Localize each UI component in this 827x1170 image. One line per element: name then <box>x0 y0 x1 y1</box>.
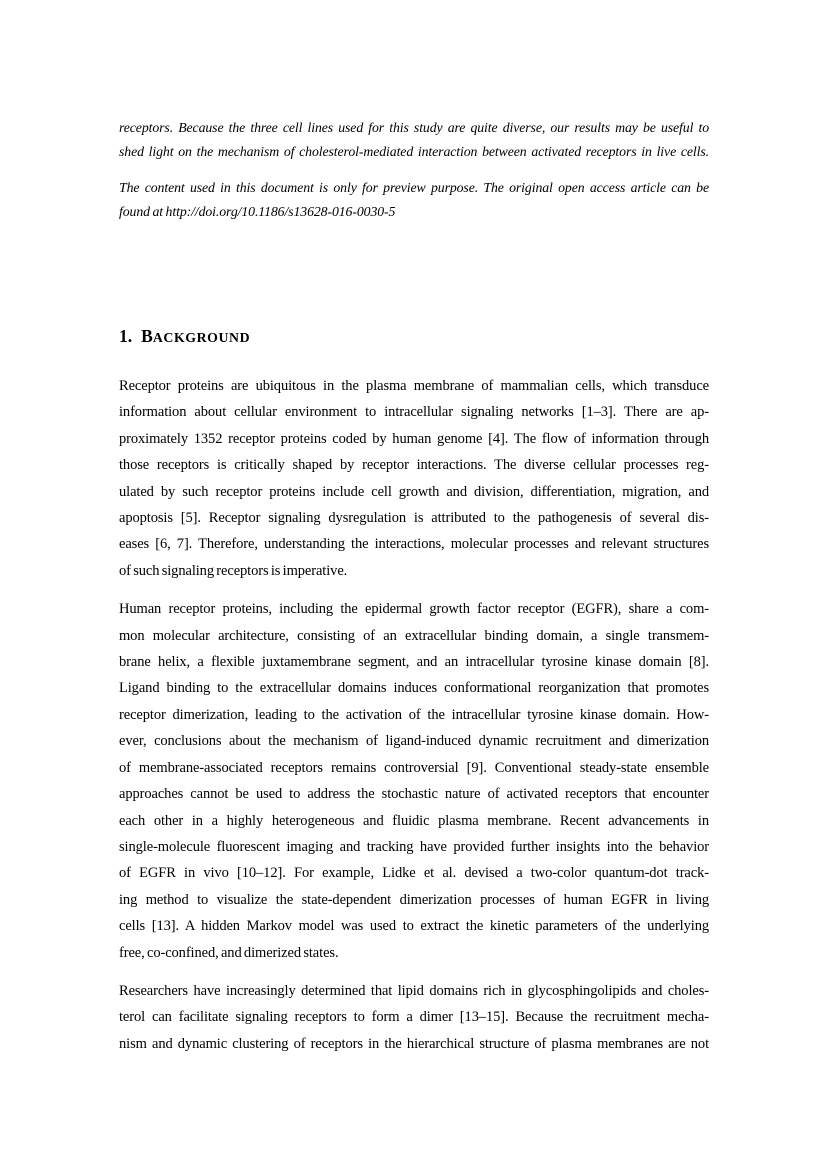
text-line: single-molecule fluorescent imaging and tracking have provided further insights into the behavior <box>119 838 709 855</box>
text-line: brane helix, a flexible juxtamembrane segment, and an intracellular tyrosine kinase domain [8]. <box>119 654 709 671</box>
doi-line: found at http://doi.org/10.1186/s13628-016-0030-5 <box>119 204 396 219</box>
background-paragraph-1 <box>119 373 709 584</box>
preview-notice-paragraph <box>119 176 709 224</box>
text-line: of such signaling receptors is imperative. <box>119 562 348 579</box>
text-line: mon molecular architecture, consisting of an extracellular binding domain, a single transmem- <box>119 627 709 644</box>
background-paragraph-3 <box>119 978 709 1057</box>
page-content <box>119 0 709 1057</box>
text-line: of EGFR in vivo [10–12]. For example, Lidke et al. devised a two-color quantum-dot track- <box>119 865 709 882</box>
text-line: Ligand binding to the extracellular domains induces conformational reorganization that promotes <box>119 680 709 697</box>
section-title-initial: B <box>141 326 153 346</box>
section-title-smallcaps: ACKGROUND <box>152 330 251 345</box>
text-line: receptors. Because the three cell lines used for this study are quite diverse, our results may be useful to <box>119 120 709 135</box>
background-paragraph-2 <box>119 596 709 966</box>
section-number: 1. <box>119 326 133 346</box>
text-line: ulated by such receptor proteins include cell growth and division, differentiation, migration, and <box>119 483 709 500</box>
text-line: nism and dynamic clustering of receptors in the hierarchical structure of plasma membranes are not <box>119 1035 709 1052</box>
text-line: those receptors is critically shaped by receptor interactions. The diverse cellular processes reg- <box>119 457 709 474</box>
text-line: Receptor proteins are ubiquitous in the plasma membrane of mammalian cells, which transduce <box>119 378 709 394</box>
text-line: information about cellular environment to intracellular signaling networks [1–3]. There are ap- <box>119 404 709 421</box>
text-line: apoptosis [5]. Receptor signaling dysregulation is attributed to the pathogenesis of several dis- <box>119 510 709 527</box>
text-line: The content used in this document is only for preview purpose. The original open access article can be <box>119 180 709 195</box>
text-line: receptor dimerization, leading to the activation of the intracellular tyrosine kinase domain. How- <box>119 706 709 723</box>
text-line: cells [13]. A hidden Markov model was used to extract the kinetic parameters of the underlying <box>119 918 709 935</box>
text-line: proximately 1352 receptor proteins coded by human genome [4]. The flow of information through <box>119 430 709 447</box>
text-line: Human receptor proteins, including the epidermal growth factor receptor (EGFR), share a com- <box>119 601 709 618</box>
preface-italic-paragraph <box>119 116 709 164</box>
text-line: approaches cannot be used to address the stochastic nature of activated receptors that encounter <box>119 786 709 803</box>
text-line: ing method to visualize the state-dependent dimerization processes of human EGFR in living <box>119 891 709 908</box>
text-line: terol can facilitate signaling receptors to form a dimer [13–15]. Because the recruitment mecha- <box>119 1009 709 1026</box>
text-line: Researchers have increasingly determined that lipid domains rich in glycosphingolipids and choles- <box>119 982 709 999</box>
text-line: shed light on the mechanism of cholesterol-mediated interaction between activated receptors in live cells. <box>119 144 709 159</box>
text-line: eases [6, 7]. Therefore, understanding the interactions, molecular processes and relevant structures <box>119 536 709 553</box>
text-line: of membrane-associated receptors remains controversial [9]. Conventional steady-state ensemble <box>119 759 709 776</box>
text-line: ever, conclusions about the mechanism of ligand-induced dynamic recruitment and dimerization <box>119 733 709 750</box>
text-line: each other in a highly heterogeneous and fluidic plasma membrane. Recent advancements in <box>119 812 709 829</box>
text-line: free, co-confined, and dimerized states. <box>119 944 339 961</box>
section-heading <box>119 325 709 349</box>
